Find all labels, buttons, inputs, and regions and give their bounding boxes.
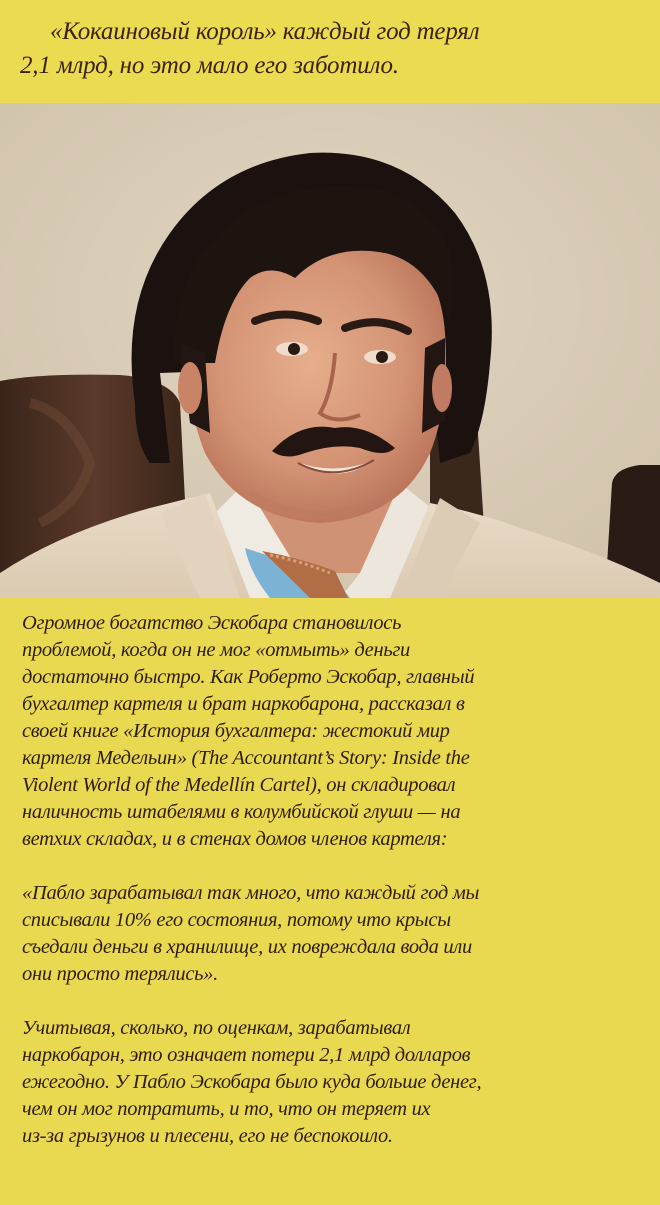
paragraph-spacer bbox=[22, 988, 652, 1015]
paragraph-intro bbox=[22, 610, 652, 853]
quote-line: они просто терялись». bbox=[22, 963, 218, 985]
quote-line: «Пабло зарабатывал так много, что каждый год мы bbox=[22, 882, 480, 904]
text-line: наличность штабелями в колумбийской глуши — на bbox=[22, 801, 461, 823]
portrait-illustration bbox=[0, 103, 660, 598]
title-line-2: 2,1 млрд, но это мало его заботило. bbox=[20, 52, 399, 79]
text-line: Violent World of the Medellín Cartel), он складировал bbox=[22, 774, 456, 796]
quote-line: списывали 10% его состояния, потому что крысы bbox=[22, 909, 451, 931]
quote-line: съедали деньги в хранилище, их повреждала вода или bbox=[22, 936, 472, 958]
text-line: достаточно быстро. Как Роберто Эскобар, главный bbox=[22, 666, 475, 688]
title-banner bbox=[0, 0, 660, 103]
text-line: наркобарон, это означает потери 2,1 млрд долларов bbox=[22, 1044, 471, 1066]
portrait-photo bbox=[0, 103, 660, 598]
article-body bbox=[22, 610, 652, 1150]
paragraph-spacer bbox=[22, 853, 652, 880]
text-line: чем он мог потратить, и то, что он теряет их bbox=[22, 1098, 431, 1120]
paragraph-quote bbox=[22, 880, 652, 988]
text-line: проблемой, когда он не мог «отмыть» деньги bbox=[22, 639, 410, 661]
text-line: ветхих складах, и в стенах домов членов картеля: bbox=[22, 828, 448, 850]
text-line: своей книге «История бухгалтера: жестокий мир bbox=[22, 720, 450, 742]
text-line: картеля Медельин» (The Accountant’s Story: Inside the bbox=[22, 747, 470, 769]
text-line: ежегодно. У Пабло Эскобара было куда больше денег, bbox=[22, 1071, 482, 1093]
text-line: бухгалтер картеля и брат наркобарона, рассказал в bbox=[22, 693, 465, 715]
text-line: из-за грызунов и плесени, его не беспокоило. bbox=[22, 1125, 393, 1147]
title-line-1: «Кокаиновый король» каждый год терял bbox=[50, 18, 480, 45]
text-line: Учитывая, сколько, по оценкам, зарабатывал bbox=[22, 1017, 411, 1039]
paragraph-conclusion bbox=[22, 1015, 652, 1150]
text-line: Огромное богатство Эскобара становилось bbox=[22, 612, 402, 634]
